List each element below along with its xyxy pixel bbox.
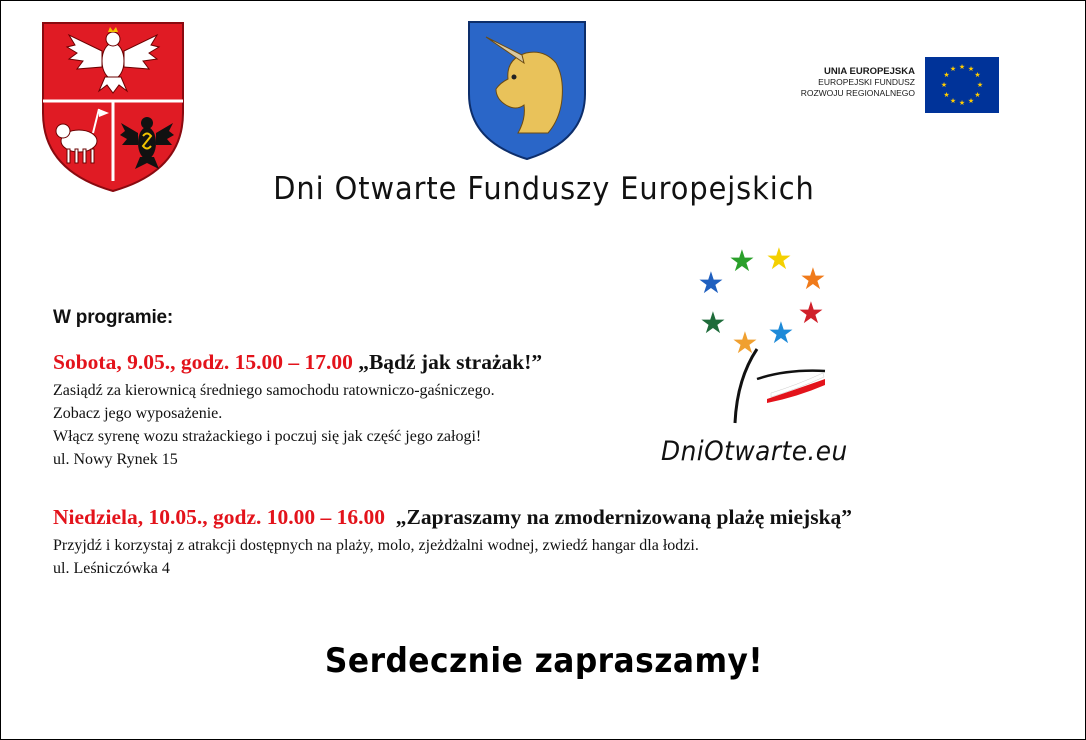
stars-flower-icon	[687, 239, 833, 427]
svg-text:★: ★	[976, 81, 984, 89]
svg-text:★: ★	[967, 65, 975, 73]
svg-text:★: ★	[974, 91, 981, 99]
svg-text:★: ★	[767, 316, 795, 351]
event-line: Zasiądź za kierownicą średniego samochodu ratowniczo-gaśniczego.	[53, 382, 495, 399]
event-date: Sobota, 9.05., godz. 15.00 – 17.00	[53, 350, 353, 374]
event-saturday	[53, 350, 542, 471]
svg-text:★: ★	[943, 91, 950, 99]
svg-text:★: ★	[974, 71, 981, 79]
svg-text:★: ★	[940, 81, 948, 89]
unicorn-crest-icon	[466, 19, 588, 162]
svg-text:★: ★	[699, 306, 727, 341]
event-description	[53, 534, 852, 580]
event-address: ul. Leśniczówka 4	[53, 560, 170, 577]
event-description	[53, 379, 542, 471]
svg-text:★: ★	[943, 71, 950, 79]
event-address: ul. Nowy Rynek 15	[53, 451, 178, 468]
event-line: Zobacz jego wyposażenie.	[53, 405, 223, 422]
event-heading	[53, 505, 852, 530]
svg-text:★: ★	[949, 97, 957, 105]
event-line: Włącz syrenę wozu strażackiego i poczuj się jak część jego załogi!	[53, 428, 482, 445]
event-heading	[53, 350, 542, 375]
svg-text:★: ★	[728, 244, 756, 279]
closing-invitation: Serdecznie zapraszamy!	[324, 641, 764, 681]
svg-text:★: ★	[731, 326, 759, 361]
page-title: Dni Otwarte Funduszy Europejskich	[273, 171, 815, 207]
program-heading: W programie:	[53, 307, 174, 328]
dniotwarte-logo-text: DniOtwarte.eu	[661, 436, 848, 467]
eu-logo-text	[801, 66, 915, 99]
event-sunday	[53, 505, 852, 580]
eu-title: UNIA EUROPEJSKA	[824, 66, 915, 77]
svg-text:★: ★	[797, 296, 825, 331]
eu-logo	[781, 57, 1001, 115]
svg-text:★: ★	[958, 99, 966, 107]
svg-text:★: ★	[958, 63, 966, 71]
svg-text:★: ★	[967, 97, 975, 105]
event-name: „Bądź jak strażak!”	[358, 350, 543, 374]
event-date: Niedziela, 10.05., godz. 10.00 – 16.00	[53, 505, 386, 529]
eu-fund-line2: ROZWOJU REGIONALNEGO	[800, 88, 915, 98]
svg-text:★: ★	[697, 266, 725, 301]
svg-text:★: ★	[799, 262, 827, 297]
eu-fund-line1: EUROPEJSKI FUNDUSZ	[818, 77, 915, 87]
event-line: Przyjdź i korzystaj z atrakcji dostępnych na plaży, molo, zjeżdżalni wodnej, zwiedź hangar dla łodzi.	[53, 537, 699, 554]
svg-text:★: ★	[765, 242, 793, 277]
svg-text:★: ★	[949, 65, 957, 73]
warmia-masuria-crest-icon	[41, 21, 185, 193]
eu-flag-icon	[925, 57, 999, 113]
event-name: „Zapraszamy na zmodernizowaną plażę miejską”	[395, 505, 853, 529]
